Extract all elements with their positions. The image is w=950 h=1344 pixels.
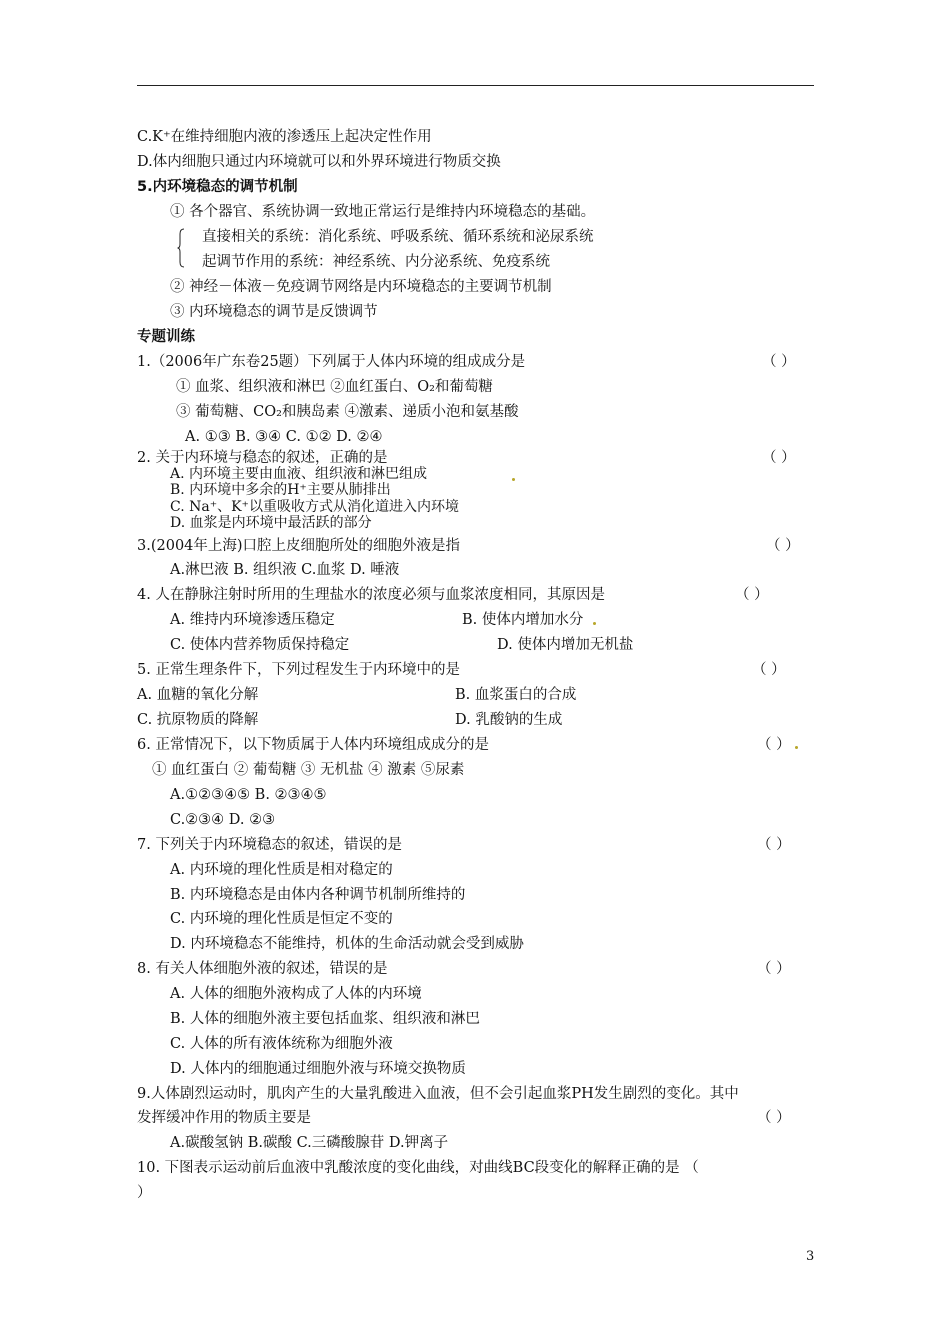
option-d-prev: D.体内细胞只通过内环境就可以和外界环境进行物质交换 [137, 154, 501, 170]
section-point-1: ① 各个器官、系统协调一致地正常运行是维持内环境稳态的基础。 [170, 204, 596, 220]
q10-stem-1: 10. 下图表示运动前后血液中乳酸浓度的变化曲线，对曲线BC段变化的解释正确的是 （ [137, 1160, 699, 1176]
q5-option-c: C. 抗原物质的降解 [137, 712, 259, 728]
q6-options-2: C.②③④ D. ②③ [170, 812, 276, 828]
q4-option-b: B. 使体内增加水分 [462, 612, 584, 628]
q4-answer-blank: （ ） [735, 587, 769, 603]
q7-option-c: C. 内环境的理化性质是恒定不变的 [170, 911, 393, 927]
q1-answer-blank: （ ） [762, 354, 796, 370]
q7-option-b: B. 内环境稳态是由体内各种调节机制所维持的 [170, 887, 466, 903]
q1-row-1: ① 血浆、组织液和淋巴 ②血红蛋白、O₂和葡萄糖 [176, 379, 493, 395]
brace-line-2: 起调节作用的系统：神经系统、内分泌系统、免疫系统 [202, 254, 550, 270]
q1-row-2: ③ 葡萄糖、CO₂和胰岛素 ④激素、递质小泡和氨基酸 [176, 404, 519, 420]
q7-stem: 7. 下列关于内环境稳态的叙述，错误的是 [137, 837, 402, 853]
q6-items: ① 血红蛋白 ② 葡萄糖 ③ 无机盐 ④ 激素 ⑤尿素 [152, 762, 465, 778]
section-heading: 5.内环境稳态的调节机制 [137, 179, 298, 195]
q3-options: A.淋巴液 B. 组织液 C.血浆 D. 唾液 [170, 562, 400, 578]
q3-stem: 3.(2004年上海)口腔上皮细胞所处的细胞外液是指 [137, 538, 461, 554]
scan-mark [593, 622, 596, 625]
training-heading: 专题训练 [137, 329, 195, 345]
scan-mark [512, 478, 515, 481]
q2-option-a: A. 内环境主要由血液、组织液和淋巴组成 [170, 466, 428, 482]
q2-option-c: C. Na⁺、K⁺以重吸收方式从消化道进入内环境 [170, 499, 459, 515]
q8-option-b: B. 人体的细胞外液主要包括血浆、组织液和淋巴 [170, 1011, 480, 1027]
header-rule [137, 85, 814, 86]
section-point-2: ② 神经－体液－免疫调节网络是内环境稳态的主要调节机制 [170, 279, 552, 295]
option-c-prev: C.K⁺在维持细胞内液的渗透压上起决定性作用 [137, 129, 432, 145]
brace-icon [177, 228, 185, 268]
q5-option-a: A. 血糖的氧化分解 [137, 687, 259, 703]
q9-options: A.碳酸氢钠 B.碳酸 C.三磷酸腺苷 D.钾离子 [170, 1135, 449, 1151]
q10-stem-2: ） [137, 1185, 152, 1201]
q6-options-1: A.①②③④⑤ B. ②③④⑤ [170, 787, 327, 803]
q4-option-a: A. 维持内环境渗透压稳定 [170, 612, 335, 628]
q4-stem: 4. 人在静脉注射时所用的生理盐水的浓度必须与血浆浓度相同，其原因是 [137, 587, 605, 603]
q4-option-c: C. 使体内营养物质保持稳定 [170, 637, 350, 653]
q2-option-d: D. 血浆是内环境中最活跃的部分 [170, 515, 372, 531]
q5-option-b: B. 血浆蛋白的合成 [455, 687, 577, 703]
q1-options: A. ①③ B. ③④ C. ①② D. ②④ [185, 429, 383, 445]
q5-option-d: D. 乳酸钠的生成 [455, 712, 563, 728]
q2-option-b: B. 内环境中多余的H⁺主要从肺排出 [170, 482, 391, 498]
q6-answer-blank: （ ） [757, 737, 791, 753]
q5-answer-blank: （ ） [752, 662, 786, 678]
q9-stem-1: 9.人体剧烈运动时，肌肉产生的大量乳酸进入血液，但不会引起血浆PH发生剧烈的变化。其中 [137, 1086, 739, 1102]
q8-option-c: C. 人体的所有液体统称为细胞外液 [170, 1036, 393, 1052]
page-number: 3 [806, 1249, 815, 1264]
q2-stem: 2. 关于内环境与稳态的叙述，正确的是 [137, 450, 388, 466]
q8-option-a: A. 人体的细胞外液构成了人体的内环境 [170, 986, 422, 1002]
q8-answer-blank: （ ） [757, 961, 791, 977]
q7-option-a: A. 内环境的理化性质是相对稳定的 [170, 862, 393, 878]
q2-answer-blank: （ ） [762, 450, 796, 466]
q8-option-d: D. 人体内的细胞通过细胞外液与环境交换物质 [170, 1061, 466, 1077]
q1-stem: 1.（2006年广东卷25题）下列属于人体内环境的组成成分是 [137, 354, 526, 370]
scan-mark [795, 746, 798, 749]
q9-stem-2: 发挥缓冲作用的物质主要是 [137, 1110, 311, 1126]
q6-stem: 6. 正常情况下，以下物质属于人体内环境组成成分的是 [137, 737, 489, 753]
section-point-3: ③ 内环境稳态的调节是反馈调节 [170, 304, 378, 320]
q7-answer-blank: （ ） [757, 837, 791, 853]
q8-stem: 8. 有关人体细胞外液的叙述，错误的是 [137, 961, 388, 977]
q5-stem: 5. 正常生理条件下，下列过程发生于内环境中的是 [137, 662, 460, 678]
q3-answer-blank: （ ） [766, 538, 800, 554]
q4-option-d: D. 使体内增加无机盐 [497, 637, 634, 653]
q7-option-d: D. 内环境稳态不能维持，机体的生命活动就会受到威胁 [170, 936, 524, 952]
q9-answer-blank: （ ） [757, 1110, 791, 1126]
brace-line-1: 直接相关的系统：消化系统、呼吸系统、循环系统和泌尿系统 [202, 229, 594, 245]
